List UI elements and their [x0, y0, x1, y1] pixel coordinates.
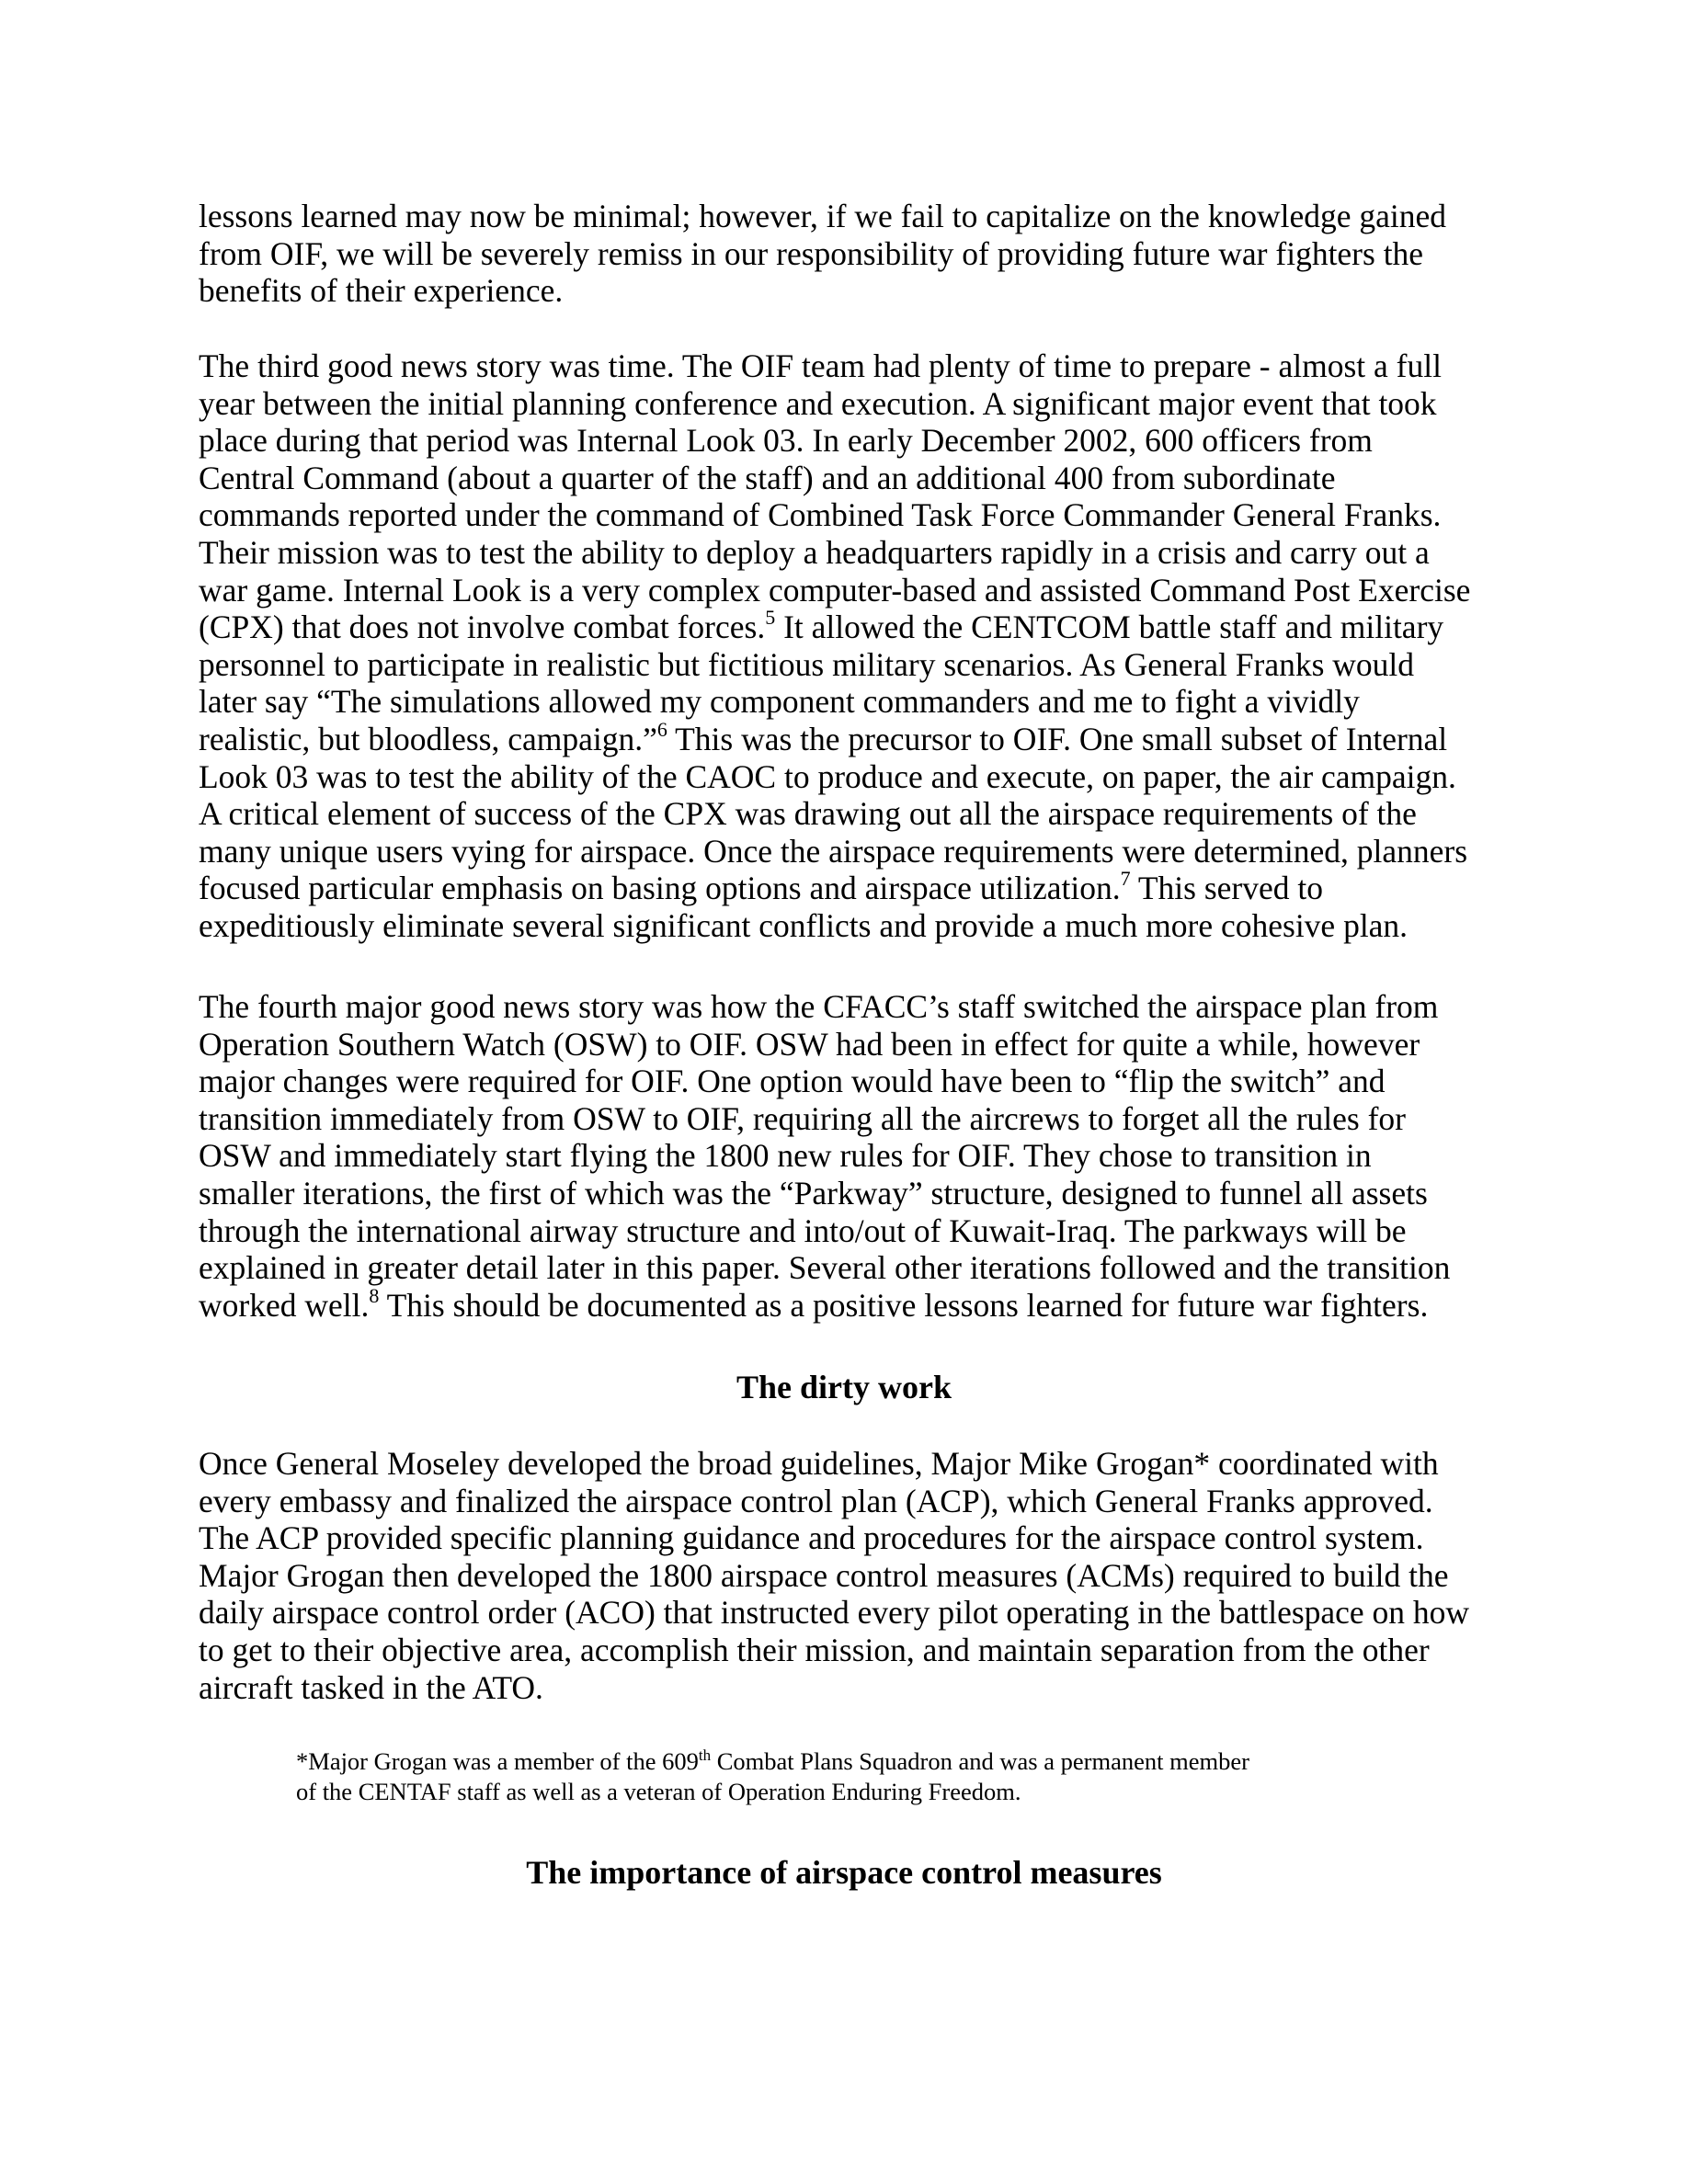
footnote-line: of the CENTAF staff as well as a veteran of Operation Enduring Freedom.: [296, 1778, 1021, 1805]
text-segment: This served to: [1130, 870, 1323, 907]
footnote-reference-8[interactable]: 8: [369, 1283, 380, 1307]
text-line: A critical element of success of the CPX was drawing out all the airspace requirements of the: [199, 795, 1417, 833]
paragraph-lessons-learned: [199, 198, 1504, 310]
text-segment: realistic, but bloodless, campaign.”: [199, 720, 657, 757]
paragraph-third-good-news: [199, 347, 1504, 945]
footnote-line: [296, 1746, 1491, 1777]
footnote-reference-6[interactable]: 6: [656, 718, 667, 742]
text-segment: This should be documented as a positive lessons learned for future war fighters.: [379, 1286, 1429, 1324]
text-line: year between the initial planning conference and execution. A significant major event that took: [199, 384, 1437, 422]
text-line: daily airspace control order (ACO) that instructed every pilot operating in the battlespace on how: [199, 1594, 1470, 1632]
text-segment: It allowed the CENTCOM battle staff and military: [775, 609, 1444, 646]
text-segment: This was the precursor to OIF. One small subset of Internal: [667, 720, 1448, 757]
text-line: Once General Moseley developed the broad guidelines, Major Mike Grogan* coordinated with: [199, 1445, 1439, 1482]
text-segment: focused particular emphasis on basing options and airspace utilization.: [199, 870, 1121, 907]
paragraph-fourth-good-news: [199, 988, 1504, 1324]
text-line: Their mission was to test the ability to deploy a headquarters rapidly in a crisis and carry out a: [199, 533, 1430, 571]
footnote-reference-5[interactable]: 5: [765, 606, 776, 630]
text-segment: Combat Plans Squadron and was a permanent member: [711, 1747, 1249, 1775]
text-line: Central Command (about a quarter of the staff) and an additional 400 from subordinate: [199, 459, 1336, 496]
text-line: explained in greater detail later in this paper. Several other iterations followed and the transition: [199, 1249, 1451, 1287]
text-line: expeditiously eliminate several significant conflicts and provide a much more cohesive plan.: [199, 906, 1409, 944]
section-heading-dirty-work: The dirty work: [736, 1369, 952, 1405]
text-line: through the international airway structure and into/out of Kuwait-Iraq. The parkways will be: [199, 1211, 1407, 1249]
paragraph-dirty-work: [199, 1445, 1504, 1706]
text-line: commands reported under the command of Combined Task Force Commander General Franks.: [199, 496, 1442, 534]
section-heading-airspace-control-measures: The importance of airspace control measures: [526, 1854, 1162, 1891]
text-line: [199, 718, 1504, 758]
footnote-reference-7[interactable]: 7: [1120, 867, 1131, 891]
text-segment: worked well.: [199, 1286, 370, 1324]
text-line: The ACP provided specific planning guidance and procedures for the airspace control system.: [199, 1519, 1424, 1557]
ordinal-suffix: th: [698, 1746, 712, 1765]
text-line: benefits of their experience.: [199, 272, 564, 310]
text-line: smaller iterations, the first of which was the “Parkway” structure, designed to funnel all assets: [199, 1174, 1428, 1211]
text-line: from OIF, we will be severely remiss in our responsibility of providing future war fighters the: [199, 234, 1424, 272]
text-line: place during that period was Internal Look 03. In early December 2002, 600 officers from: [199, 422, 1373, 460]
text-line: Look 03 was to test the ability of the CAOC to produce and execute, on paper, the air campaign.: [199, 757, 1456, 795]
text-line: major changes were required for OIF. One option would have been to “flip the switch” and: [199, 1063, 1386, 1100]
text-line: war game. Internal Look is a very complex computer-based and assisted Command Post Exercise: [199, 571, 1471, 609]
text-line: personnel to participate in realistic but fictitious military scenarios. As General Franks would: [199, 645, 1415, 683]
text-line: The fourth major good news story was how the CFACC’s staff switched the airspace plan from: [199, 988, 1439, 1025]
text-segment: (CPX) that does not involve combat forces.: [199, 609, 766, 646]
text-line: transition immediately from OSW to OIF, requiring all the aircrews to forget all the rules for: [199, 1099, 1406, 1137]
text-line: Major Grogan then developed the 1800 airspace control measures (ACMs) required to build the: [199, 1556, 1449, 1594]
text-line: [199, 606, 1504, 646]
text-segment: *Major Grogan was a member of the 609: [296, 1747, 699, 1775]
text-line: Operation Southern Watch (OSW) to OIF. OSW had been in effect for quite a while, however: [199, 1025, 1420, 1063]
text-line: many unique users vying for airspace. Once the airspace requirements were determined, planners: [199, 832, 1468, 870]
text-line: aircraft tasked in the ATO.: [199, 1668, 543, 1706]
footnote-grogan: [296, 1746, 1491, 1807]
text-line: The third good news story was time. The OIF team had plenty of time to prepare - almost a full: [199, 347, 1442, 384]
text-line: [199, 1283, 1504, 1325]
text-line: to get to their objective area, accomplish their mission, and maintain separation from the other: [199, 1631, 1430, 1668]
text-line: lessons learned may now be minimal; however, if we fail to capitalize on the knowledge gained: [199, 198, 1447, 234]
text-line: OSW and immediately start flying the 1800 new rules for OIF. They chose to transition in: [199, 1137, 1372, 1175]
text-line: [199, 867, 1504, 907]
text-line: every embassy and finalized the airspace control plan (ACP), which General Franks approved.: [199, 1482, 1433, 1519]
text-line: later say “The simulations allowed my component commanders and me to fight a vividly: [199, 683, 1360, 721]
